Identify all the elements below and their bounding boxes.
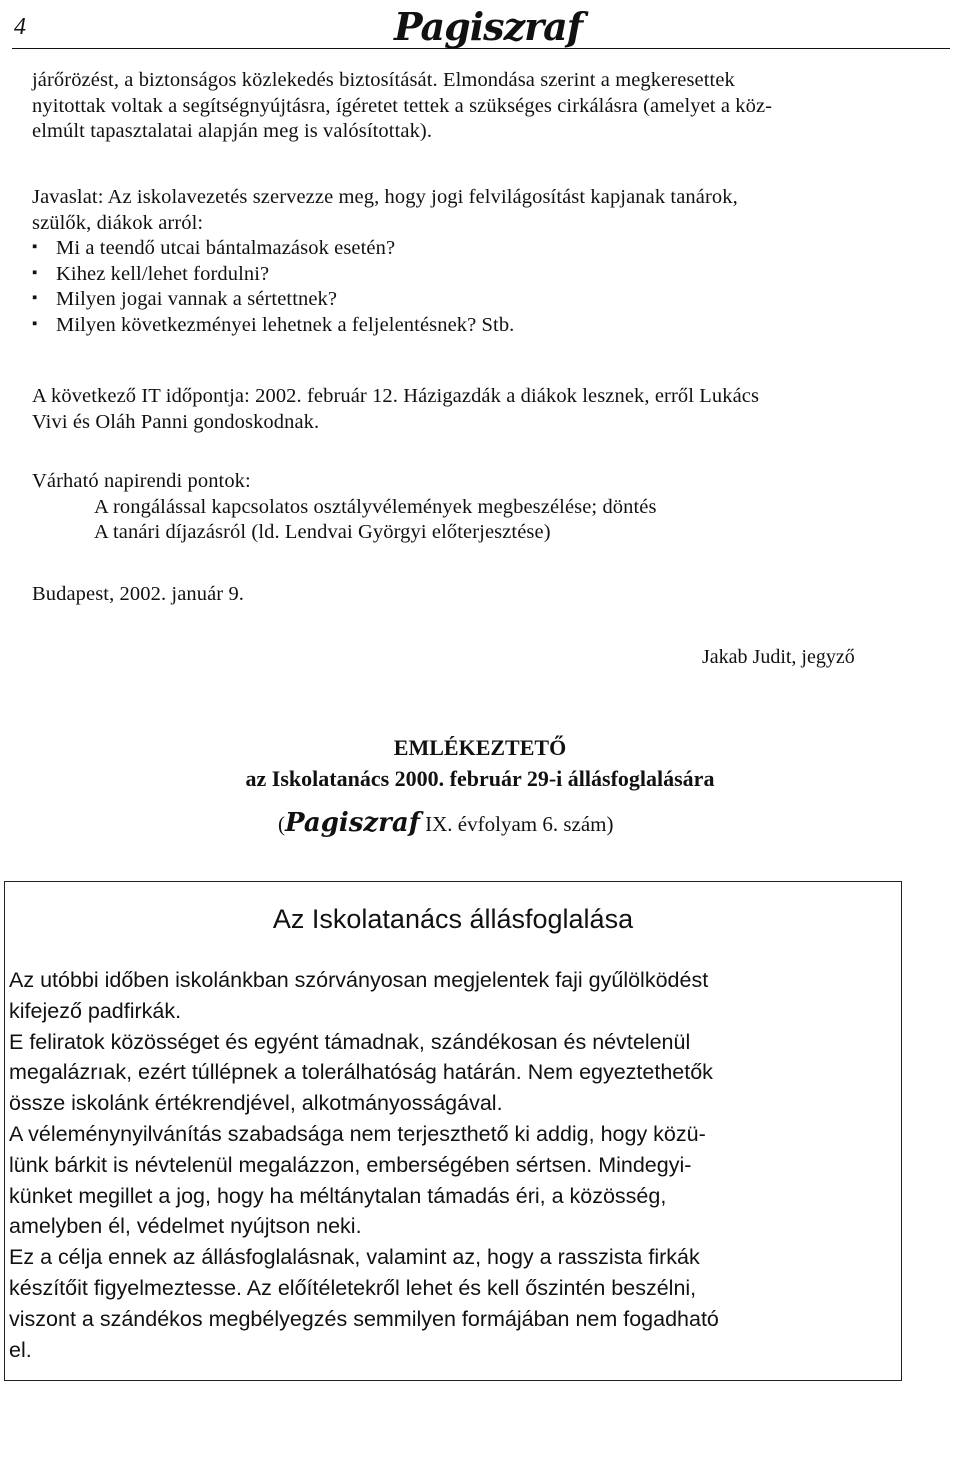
- next-meeting-line: A következő IT időpontja: 2002. február 12. Házigazdák a diákok lesznek, erről Lukács: [32, 385, 760, 407]
- intro-line: nyitottak voltak a segítségnyújtásra, ígéretet tettek a szükséges cirkálásra (amelyet a köz-: [32, 94, 773, 117]
- statement-title: Az Iskolatanács állásfoglalása: [272, 904, 634, 934]
- memo-subtitle: az Iskolatanács 2000. február 29-i állásfoglalására: [245, 766, 715, 791]
- proposal-bullet: ▪ Mi a teendő utcai bántalmazások esetén?: [32, 236, 932, 262]
- statement-body: [9, 965, 889, 1365]
- memo-source-issue: IX. évfolyam 6. szám): [419, 812, 614, 836]
- next-meeting-paragraph: [32, 384, 932, 435]
- statement-line: amelyben él, védelmet nyújtson neki.: [9, 1214, 362, 1239]
- statement-line: megalázrıak, ezért túllépnek a tolerálhatóság határán. Nem egyeztethetők: [9, 1060, 713, 1085]
- statement-line: kifejező padfirkák.: [9, 998, 182, 1023]
- agenda-heading: Várható napirendi pontok:: [32, 470, 251, 492]
- memo-source-open: (: [278, 812, 285, 836]
- statement-line: össze iskolánk értékrendjével, alkotmányosságával.: [9, 1091, 503, 1116]
- proposal-section: [32, 185, 932, 338]
- proposal-line: szülők, diákok arról:: [32, 211, 204, 234]
- newspaper-logo: Pagiszraf: [394, 4, 583, 49]
- statement-line: viszont a szándékos megbélyegzés semmilyen formájában nem fogadható: [9, 1306, 719, 1331]
- statement-line: künket megillet a jog, hogy ha méltánytalan támadás éri, a közösség,: [9, 1183, 667, 1208]
- page-header: [12, 4, 950, 49]
- agenda-item: A tanári díjazásról (ld. Lendvai Györgyi előterjesztése): [94, 521, 551, 543]
- statement-line: lünk bárkit is névtelenül megalázzon, emberségében sértsen. Mindegyi-: [9, 1152, 692, 1177]
- memo-source-logo: Pagiszraf: [285, 808, 420, 838]
- agenda-section: [32, 469, 932, 546]
- signature: Jakab Judit, jegyző: [702, 646, 855, 668]
- statement-box: [4, 881, 902, 1381]
- place-date: Budapest, 2002. január 9.: [32, 583, 245, 605]
- memo-source: [278, 808, 614, 838]
- proposal-bullet: ▪ Milyen következményei lehetnek a feljelentésnek? Stb.: [32, 313, 932, 339]
- next-meeting-line: Vivi és Oláh Panni gondoskodnak.: [32, 410, 320, 433]
- page-number: 4: [14, 14, 26, 40]
- proposal-line: Javaslat: Az iskolavezetés szervezze meg, hogy jogi felvilágosítást kapjanak tanárok,: [32, 186, 738, 208]
- intro-line: elmúlt tapasztalatai alapján meg is valósítottak).: [32, 120, 433, 142]
- statement-line: Ez a célja ennek az állásfoglalásnak, valamint az, hogy a rasszista firkák: [9, 1245, 700, 1270]
- proposal-bullet: ▪ Milyen jogai vannak a sértettnek?: [32, 287, 932, 313]
- memo-title: EMLÉKEZTETŐ: [393, 735, 567, 760]
- agenda-item: A rongálással kapcsolatos osztályvélemények megbeszélése; döntés: [94, 495, 657, 518]
- statement-line: Az utóbbi időben iskolánkban szórványosan megjelentek faji gyűlölködést: [9, 968, 709, 992]
- statement-line: készítőit figyelmeztesse. Az előítéletekről lehet és kell őszintén beszélni,: [9, 1275, 697, 1300]
- statement-line: A véleménynyilvánítás szabadsága nem terjeszthető ki addig, hogy közü-: [9, 1121, 706, 1146]
- statement-line: el.: [9, 1337, 32, 1362]
- proposal-bullet: ▪ Kihez kell/lehet fordulni?: [32, 262, 932, 288]
- intro-line: járőrözést, a biztonságos közlekedés biztosítását. Elmondása szerint a megkeresettek: [32, 69, 735, 91]
- intro-paragraph: [32, 68, 932, 145]
- statement-line: E feliratok közösséget és egyént támadnak, szándékosan és névtelenül: [9, 1029, 691, 1054]
